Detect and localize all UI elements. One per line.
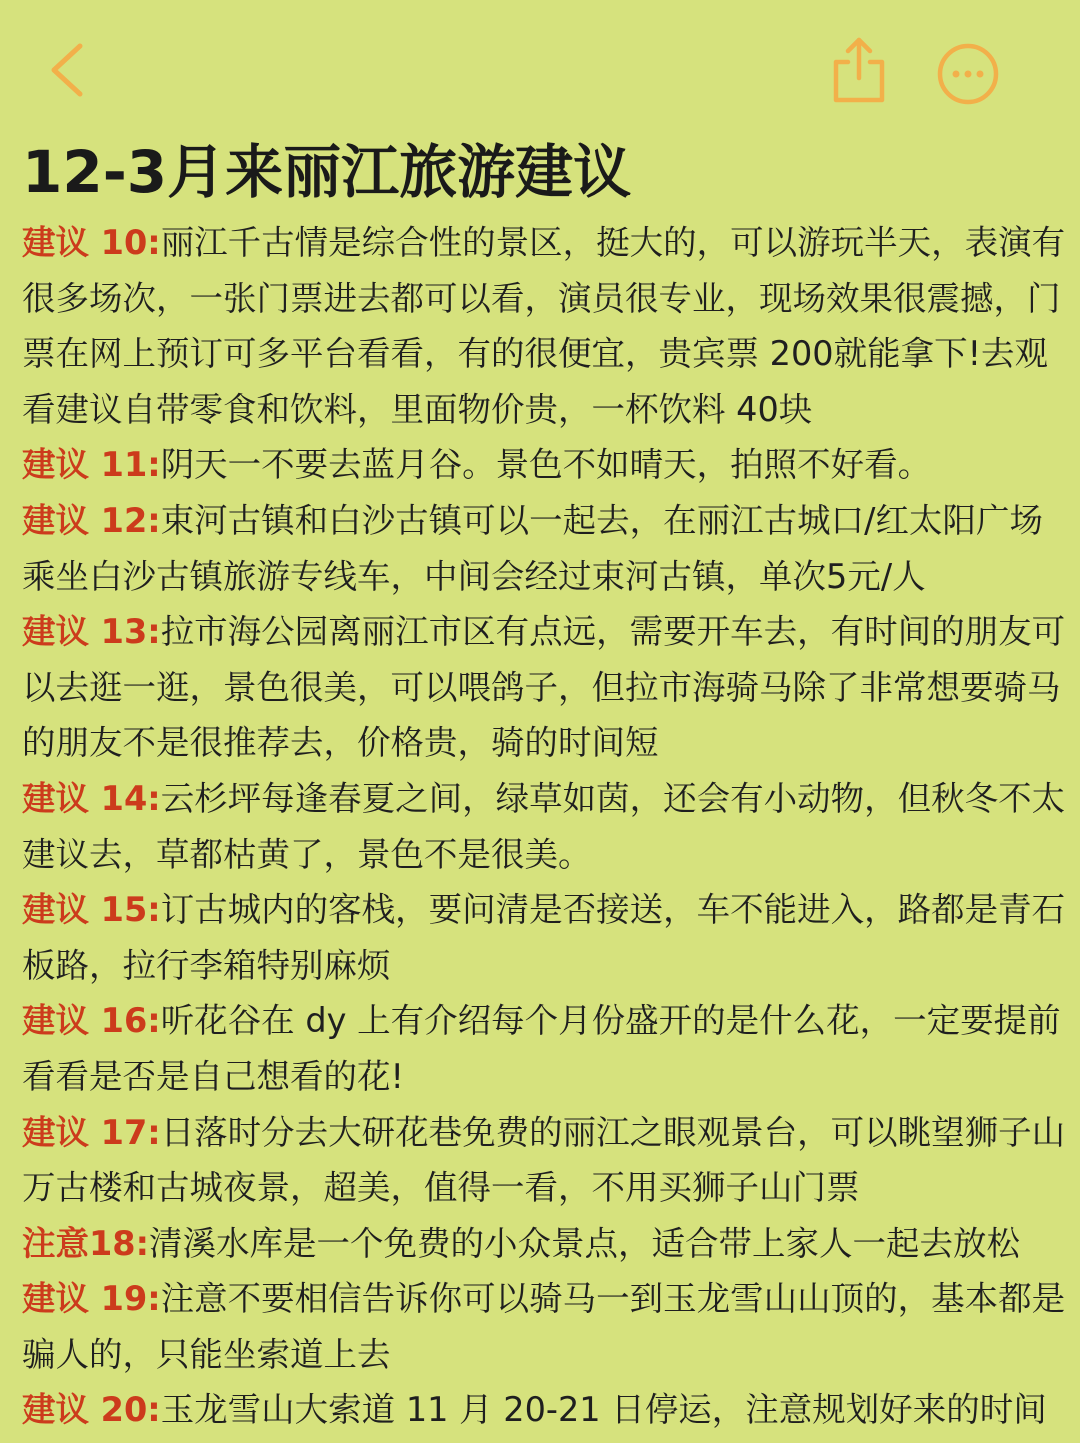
tip-item [22,882,1066,993]
tip-label: 建议 12: [22,500,161,540]
tip-text: 拉市海公园离丽江市区有点远，需要开车去，有时间的朋友可以去逛一逛，景色很美，可以喂鸽子，但拉市海骑马除了非常想要骑马的朋友不是很推荐去，价格贵，骑的时间短 [22,612,1066,763]
tip-item [22,1216,1066,1272]
tip-item [22,493,1066,604]
top-navigation-bar [0,0,1080,130]
tip-text: 束河古镇和白沙古镇可以一起去，在丽江古城口/红太阳广场乘坐白沙古镇旅游专线车，中间会经过束河古镇，单次5元/人 [22,500,1043,596]
tip-item [22,1382,1066,1438]
tip-label: 建议 15: [22,890,161,930]
more-icon[interactable] [936,42,1000,106]
tip-item [22,437,1066,493]
tip-item [22,1105,1066,1216]
tip-label: 建议 10: [22,223,161,262]
tip-text: 订古城内的客栈，要问清是否接送，车不能进入，路都是青石板路，拉行李箱特别麻烦 [22,890,1066,985]
post-title: 12-3月来丽江旅游建议 [22,138,632,206]
tip-item [22,215,1066,437]
tip-text: 阴天一不要去蓝月谷。景色不如晴天，拍照不好看。 [160,445,932,485]
post-body [22,215,1066,1438]
tip-text: 清溪水库是一个免费的小众景点，适合带上家人一起去放松 [149,1223,1021,1263]
tip-text: 玉龙雪山大索道 11 月 20-21 日停运，注意规划好来的时间 [160,1390,1047,1430]
tip-label: 建议 20: [22,1390,161,1430]
tip-label: 建议 13: [22,612,161,652]
tip-item [22,771,1066,882]
chevron-left-icon[interactable] [38,38,98,102]
tip-label: 建议 17: [22,1112,161,1152]
tip-label: 建议 11: [22,445,161,485]
tip-text: 日落时分去大研花巷免费的丽江之眼观景台，可以眺望狮子山万古楼和古城夜景，超美，值得一看，不用买狮子山门票 [22,1112,1066,1208]
tip-item [22,604,1066,771]
tip-text: 丽江千古情是综合性的景区，挺大的，可以游玩半天，表演有很多场次，一张门票进去都可以看，演员很专业，现场效果很震撼，门票在网上预订可多平台看看，有的很便宜，贵宾票 200就能拿下!去观看建议自带零食和饮料，里面物价贵，一杯饮料 40块 [22,223,1066,429]
tip-text: 注意不要相信告诉你可以骑马一到玉龙雪山山顶的，基本都是骗人的，只能坐索道上去 [22,1279,1066,1374]
tip-item [22,1271,1066,1382]
tip-item [22,993,1066,1104]
tip-label: 建议 19: [22,1279,161,1319]
tip-label: 建议 14: [22,778,161,818]
tip-label: 建议 16: [22,1001,161,1041]
share-icon[interactable] [828,34,890,106]
tip-text: 听花谷在 dy 上有介绍每个月份盛开的是什么花，一定要提前看看是否是自己想看的花! [22,1001,1061,1096]
tip-label: 注意18: [22,1223,150,1263]
tip-text: 云杉坪每逢春夏之间，绿草如茵，还会有小动物，但秋冬不太建议去，草都枯黄了，景色不是很美。 [22,778,1066,874]
